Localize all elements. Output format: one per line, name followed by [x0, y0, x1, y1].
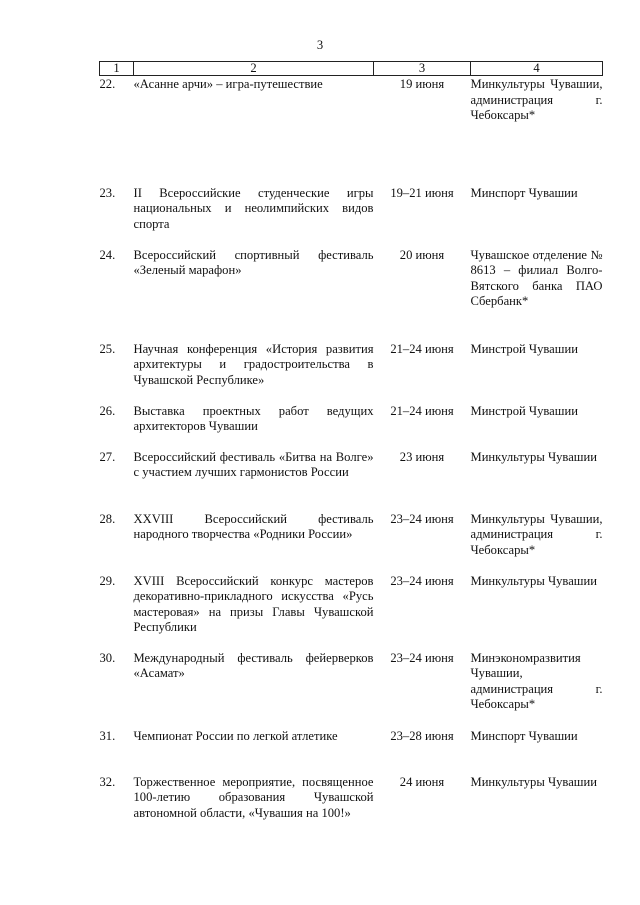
table-row	[100, 341, 603, 403]
column-header: 3	[374, 62, 471, 76]
table-row	[100, 774, 603, 844]
table-row	[100, 403, 603, 449]
table-row	[100, 728, 603, 774]
event-date: 23–24 июня	[390, 573, 454, 588]
event-name: «Асанне арчи» – игра-путешествие	[133, 77, 323, 91]
table-row	[100, 185, 603, 247]
event-name: XVIII Всероссийский конкурс мастеров декоративно-прикладного искусства «Русь мастеровая» на призы Главы Чувашской Республики	[133, 573, 374, 635]
event-organizer: Минстрой Чувашии	[470, 403, 578, 418]
event-name: Чемпионат России по легкой атлетике	[133, 728, 338, 743]
event-organizer: Минспорт Чувашии	[470, 185, 578, 200]
column-header: 1	[100, 62, 134, 76]
table-row	[100, 449, 603, 511]
event-date: 19–21 июня	[390, 185, 454, 200]
event-name: Всероссийский фестиваль «Битва на Волге» с участием лучших гармонистов России	[133, 449, 374, 480]
table-row	[100, 650, 603, 728]
row-number: 22.	[99, 77, 116, 91]
row-number: 28.	[99, 511, 116, 526]
event-organizer: Минкультуры Чувашии	[470, 573, 597, 588]
row-number: 23.	[99, 185, 116, 200]
event-date: 23 июня	[399, 449, 445, 464]
row-number: 31.	[99, 728, 116, 743]
row-number: 27.	[99, 449, 116, 464]
column-header: 2	[134, 62, 374, 76]
event-organizer: Минспорт Чувашии	[470, 728, 578, 743]
event-organizer: Минкультуры Чувашии	[470, 774, 597, 789]
table-row	[100, 511, 603, 573]
event-name: XXVIII Всероссийский фестиваль народного творчества «Родники России»	[133, 511, 374, 542]
event-organizer: Чувашское отделение № 8613 – филиал Волго-Вятского банка ПАО Сбербанк*	[470, 247, 603, 309]
event-date: 21–24 июня	[390, 341, 454, 356]
event-organizer: Минкультуры Чувашии, администрация г. Чебоксары*	[470, 511, 603, 557]
event-date: 19 июня	[399, 77, 445, 91]
event-date: 23–24 июня	[390, 650, 454, 665]
event-date: 21–24 июня	[390, 403, 454, 418]
event-date: 23–24 июня	[390, 511, 454, 526]
event-date: 23–28 июня	[390, 728, 454, 743]
event-organizer: Минстрой Чувашии	[470, 341, 578, 356]
row-number: 25.	[99, 341, 116, 356]
event-name: II Всероссийские студенческие игры национальных и неолимпийских видов спорта	[133, 185, 374, 231]
row-number: 26.	[99, 403, 116, 418]
page-number: 3	[316, 38, 324, 52]
event-name: Выставка проектных работ ведущих архитекторов Чувашии	[133, 403, 374, 434]
event-organizer: Минкультуры Чувашии	[470, 449, 597, 464]
row-number: 32.	[99, 774, 116, 789]
events-table	[99, 61, 603, 844]
event-organizer: Минэкономразвития Чувашии, администрация г. Чебоксары*	[470, 650, 603, 712]
event-organizer: Минкультуры Чувашии, администрация г. Чебоксары*	[470, 77, 603, 123]
table-row	[100, 247, 603, 341]
table-row	[100, 76, 603, 185]
column-header-row	[100, 62, 603, 76]
event-date: 20 июня	[399, 247, 445, 262]
column-header: 4	[471, 62, 603, 76]
event-name: Международный фестиваль фейерверков «Асамат»	[133, 650, 374, 681]
event-name: Всероссийский спортивный фестиваль «Зеленый марафон»	[133, 247, 374, 278]
event-name: Торжественное мероприятие, посвященное 100-летию образования Чувашской автономной области, «Чувашия на 100!»	[133, 774, 374, 820]
event-date: 24 июня	[399, 774, 445, 789]
event-name: Научная конференция «История развития архитектуры и градостроительства в Чувашской Республике»	[133, 341, 374, 387]
row-number: 29.	[99, 573, 116, 588]
table-row	[100, 573, 603, 650]
row-number: 30.	[99, 650, 116, 665]
row-number: 24.	[99, 247, 116, 262]
